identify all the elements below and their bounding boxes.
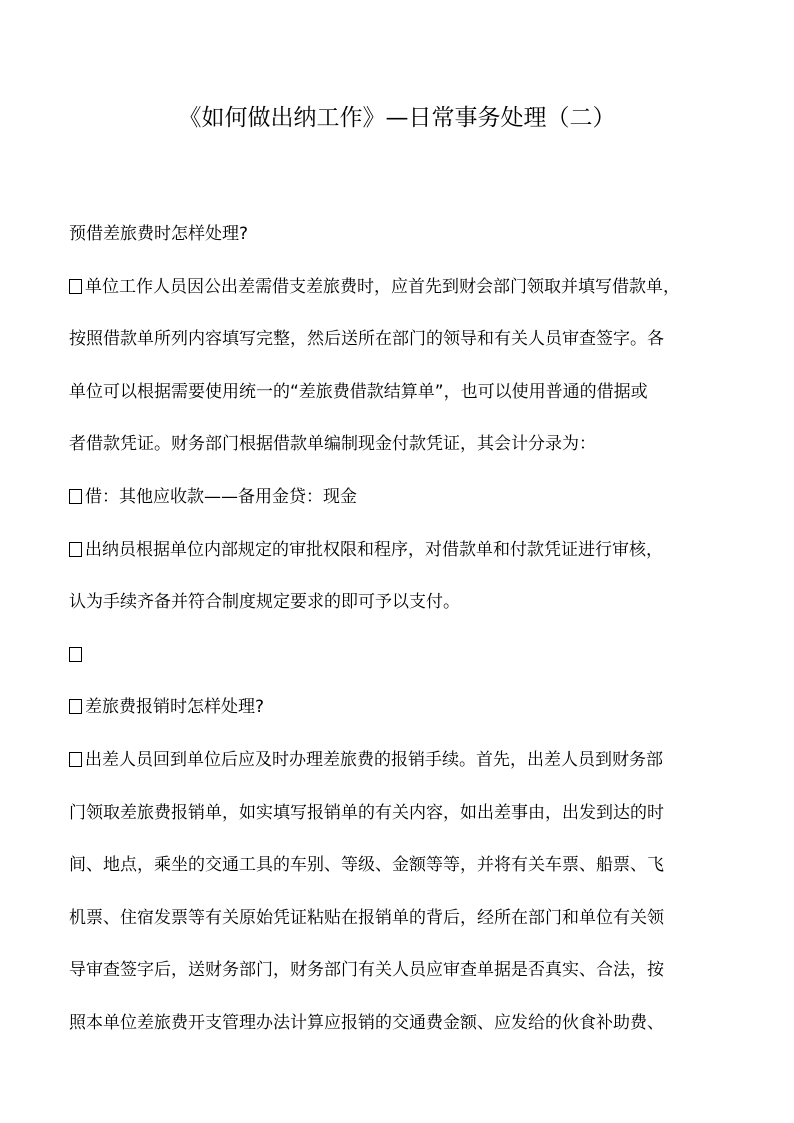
line-text: 机票、住宿发票等有关原始凭证粘贴在报销单的背后，经所在部门和单位有关领	[69, 907, 664, 928]
text-line	[69, 534, 737, 587]
line-text: 间、地点，乘坐的交通工具的车别、等级、金额等等，并将有关车票、船票、飞	[69, 855, 664, 876]
line-text: 按照借款单所列内容填写完整，然后送所在部门的领导和有关人员审查签字。各	[69, 329, 664, 350]
placeholder-box-icon	[69, 542, 82, 557]
line-text: 出纳员根据单位内部规定的审批权限和程序，对借款单和付款凭证进行审核，	[85, 539, 663, 560]
text-line	[69, 481, 737, 534]
line-text: 出差人员回到单位后应及时办理差旅费的报销手续。首先，出差人员到财务部	[85, 749, 663, 770]
text-line	[69, 797, 737, 850]
line-text: 预借差旅费时怎样处理?	[69, 224, 249, 244]
placeholder-box-icon	[69, 699, 82, 714]
text-line	[69, 639, 737, 692]
line-text: 单位可以根据需要使用统一的“差旅费借款结算单”，也可以使用普通的借据或	[69, 381, 648, 402]
text-line	[69, 323, 737, 376]
text-line	[69, 1007, 737, 1060]
line-text: 导审查签字后，送财务部门，财务部门有关人员应审查单据是否真实、合法，按	[69, 960, 664, 981]
placeholder-box-icon	[69, 752, 82, 767]
line-text: 者借款凭证。财务部门根据借款单编制现金付款凭证，其会计分录为：	[69, 434, 596, 455]
placeholder-box-icon	[69, 279, 82, 294]
placeholder-box-icon	[69, 489, 82, 504]
text-line	[69, 218, 737, 271]
text-line	[69, 849, 737, 902]
text-line	[69, 954, 737, 1007]
text-line	[69, 271, 737, 324]
line-text: 单位工作人员因公出差需借支差旅费时，应首先到财会部门领取并填写借款单，	[85, 276, 680, 297]
line-text: 照本单位差旅费开支管理办法计算应报销的交通费金额、应发给的伙食补助费、	[69, 1012, 664, 1033]
placeholder-box-icon	[69, 647, 82, 662]
document-body	[69, 218, 737, 1060]
text-line	[69, 902, 737, 955]
text-line	[69, 691, 737, 744]
text-line	[69, 744, 737, 797]
line-text: 借：其他应收款——备用金贷：现金	[85, 486, 357, 507]
text-line	[69, 428, 737, 481]
line-text: 门领取差旅费报销单，如实填写报销单的有关内容，如出差事由，出发到达的时	[69, 802, 664, 823]
line-text: 差旅费报销时怎样处理?	[85, 697, 265, 718]
line-text: 认为手续齐备并符合制度规定要求的即可予以支付。	[69, 592, 460, 613]
text-line	[69, 376, 737, 429]
text-line	[69, 586, 737, 639]
document-title: 《如何做出纳工作》—日常事务处理（二）	[178, 105, 616, 131]
